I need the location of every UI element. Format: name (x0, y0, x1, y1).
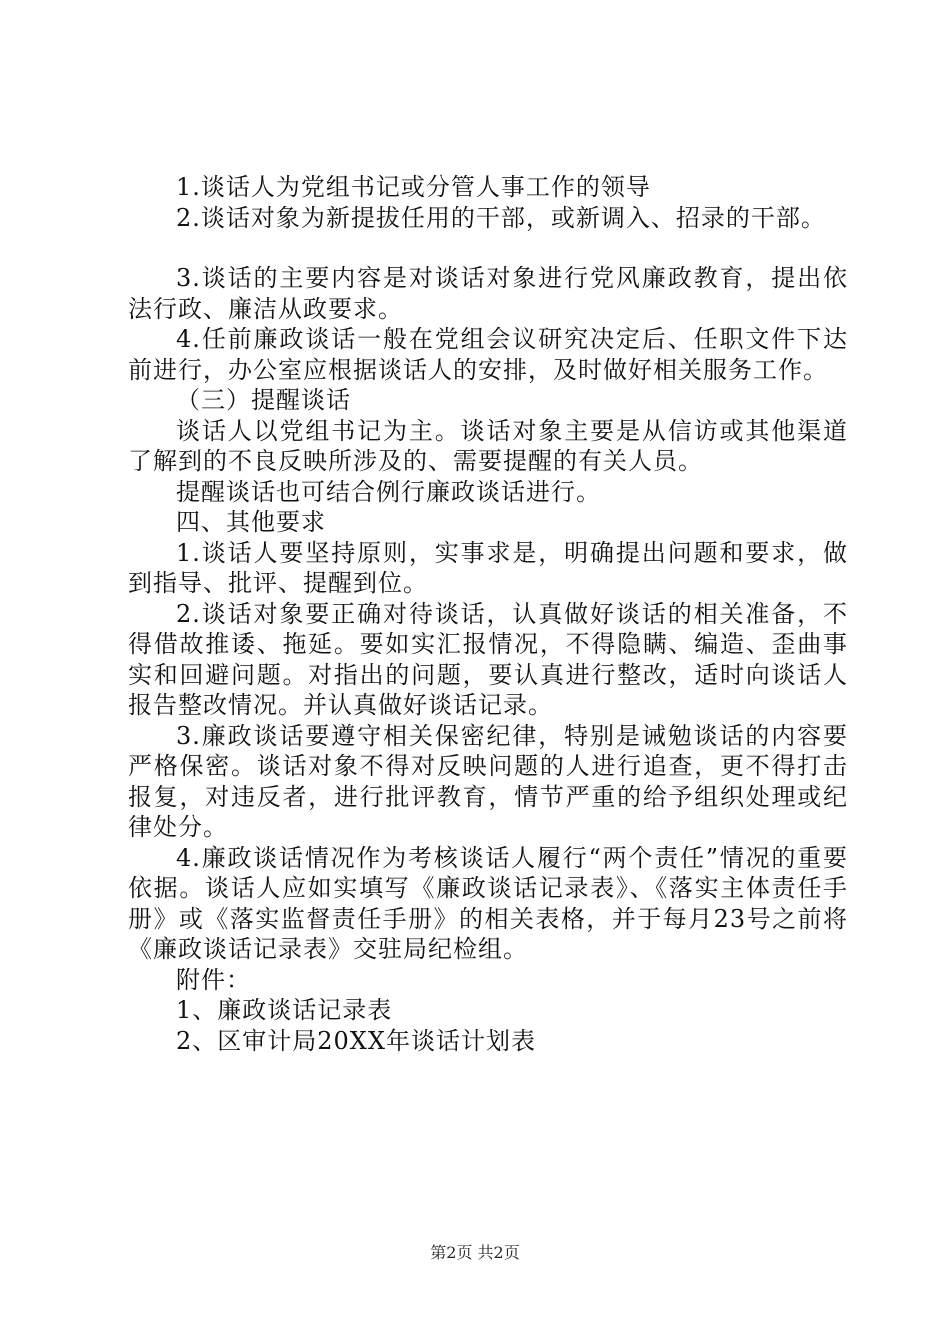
attachments-heading: 附件： (176, 965, 251, 994)
paragraph-requirement-3: 3.廉政谈话要遵守相关保密纪律，特别是诫勉谈话的内容要严格保密。谈话对象不得对反映问题的人进行追查，更不得打击报复，对违反者，进行批评教育，情节严重的给予组织处理或纪律处分。 (128, 721, 848, 841)
page-number-footer: 第2页 共2页 (430, 1243, 520, 1262)
paragraph-pre-appointment: 4.任前廉政谈话一般在党组会议研究决定后、任职文件下达前进行，办公室应根据谈话人的安排，及时做好相关服务工作。 (128, 325, 848, 384)
section-heading-other-requirements: 四、其他要求 (176, 508, 326, 536)
paragraph-talker: 1.谈话人为党组书记或分管人事工作的领导 (176, 173, 651, 201)
paragraph-gap (128, 233, 848, 263)
paragraph-talk-target: 2.谈话对象为新提拔任用的干部，或新调入、招录的干部。 (176, 203, 826, 232)
attachment-item-1: 1、廉政谈话记录表 (176, 996, 393, 1024)
paragraph-reminder-talker: 谈话人以党组书记为主。谈话对象主要是从信访或其他渠道了解到的不良反映所涉及的、需要提醒的有关人员。 (128, 416, 848, 475)
paragraph-requirement-2: 2.谈话对象要正确对待谈话，认真做好谈话的相关准备，不得借故推诿、拖延。要如实汇报情况，不得隐瞒、编造、歪曲事实和回避问题。对指出的问题，要认真进行整改，适时向谈话人报告整改情况。并认真做好谈话记录。 (128, 599, 848, 719)
paragraph-requirement-4: 4.廉政谈话情况作为考核谈话人履行“两个责任”情况的重要依据。谈话人应如实填写《廉政谈话记录表》、《落实主体责任手册》或《落实监督责任手册》的相关表格，并于每月23号之前将《廉政谈话记录表》交驻局纪检组。 (128, 843, 848, 963)
document-body (128, 172, 848, 1056)
paragraph-requirement-1: 1.谈话人要坚持原则，实事求是，明确提出问题和要求，做到指导、批评、提醒到位。 (128, 538, 848, 597)
section-heading-reminder-talk: （三）提醒谈话 (176, 386, 351, 414)
paragraph-talk-content: 3.谈话的主要内容是对谈话对象进行党风廉政教育，提出依法行政、廉洁从政要求。 (128, 264, 848, 323)
paragraph-reminder-combined: 提醒谈话也可结合例行廉政谈话进行。 (176, 477, 601, 506)
attachment-item-2: 2、区审计局20XX年谈话计划表 (176, 1026, 536, 1055)
